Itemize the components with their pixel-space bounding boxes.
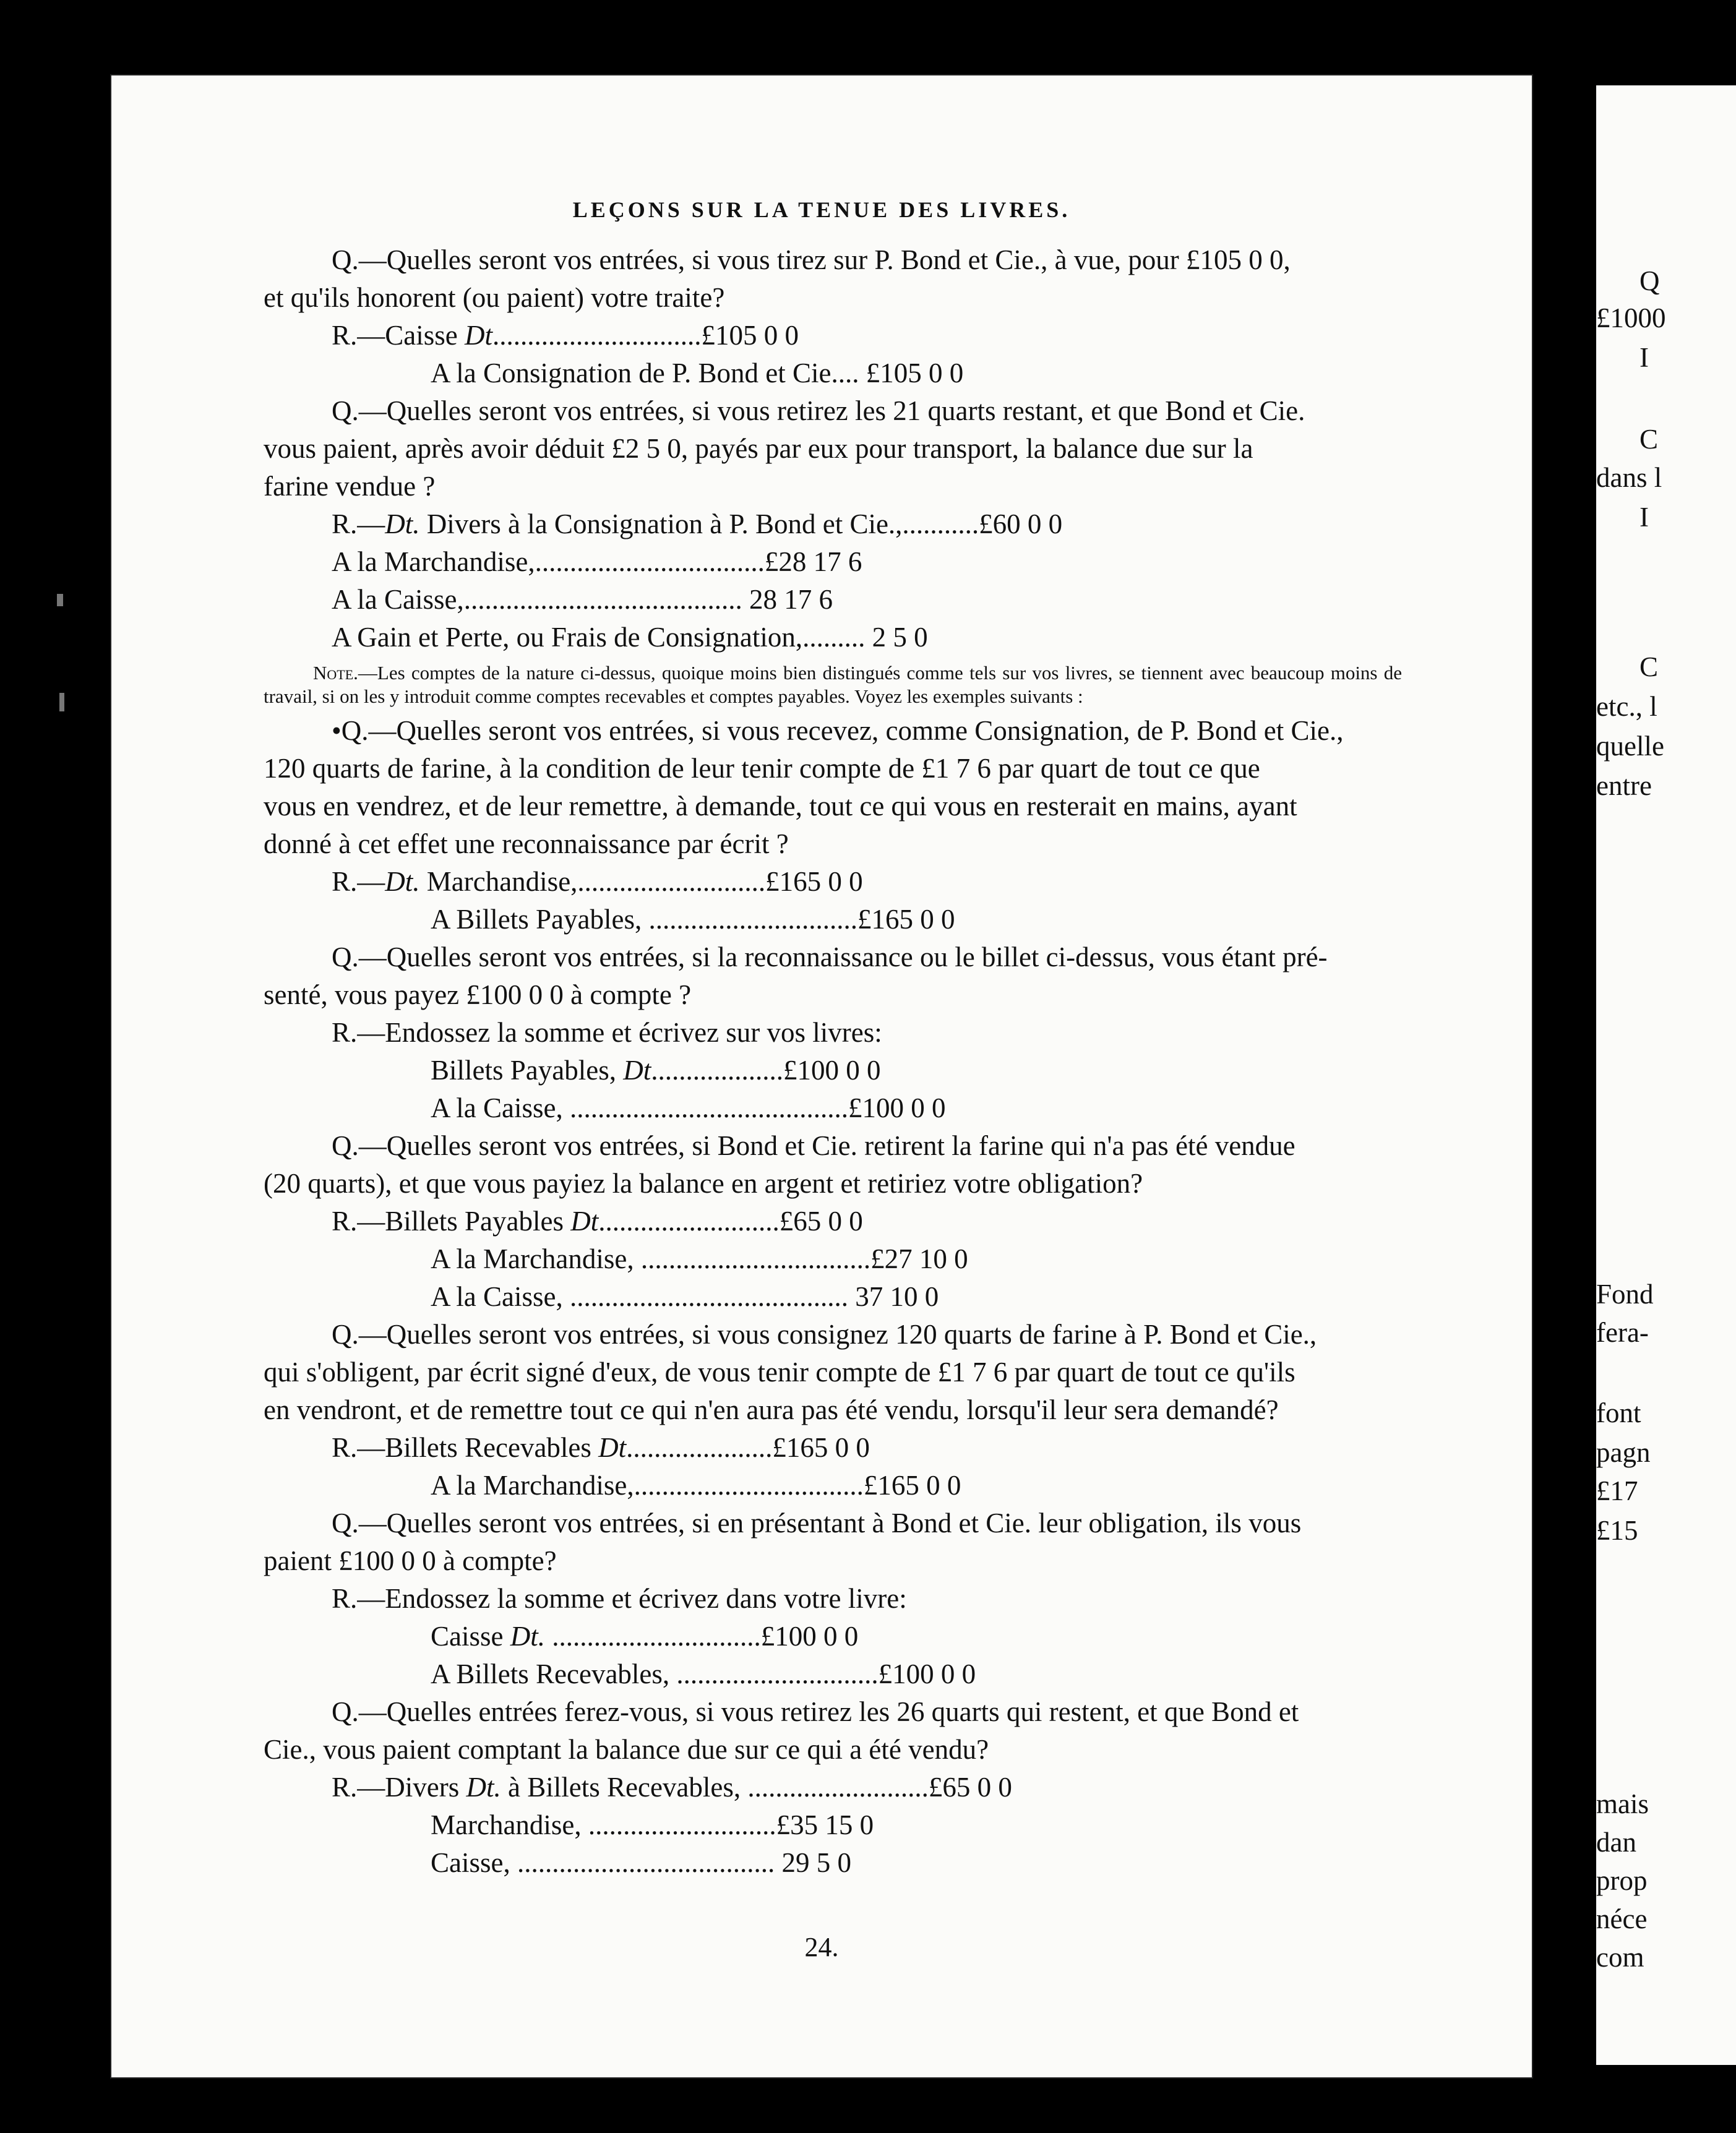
- question-line: Q.—Quelles entrées ferez-vous, si vous retirez les 26 quarts qui restent, et que Bond et: [332, 1696, 1299, 1727]
- facing-fragment: I: [1639, 502, 1649, 533]
- question-line: Q.—Quelles seront vos entrées, si en présentant à Bond et Cie. leur obligation, ils vous: [332, 1508, 1302, 1539]
- answer-line: A la Caisse,........................................ 28 17 6: [332, 584, 833, 615]
- facing-fragment: I: [1639, 342, 1649, 373]
- answer-line: R.—Billets Recevables Dt.....................£165 0 0: [332, 1432, 870, 1463]
- answer-line: A la Caisse, ........................................£100 0 0: [431, 1092, 946, 1123]
- answer-line: Billets Payables, Dt...................£100 0 0: [431, 1055, 881, 1086]
- question-line: •Q.—Quelles seront vos entrées, si vous recevez, comme Consignation, de P. Bond et Cie.,: [332, 715, 1344, 746]
- question-line: vous paient, après avoir déduit £2 5 0, payés par eux pour transport, la balance due sur la: [264, 433, 1253, 464]
- question-line: Q.—Quelles seront vos entrées, si vous consignez 120 quarts de farine à P. Bond et Cie.,: [332, 1319, 1317, 1350]
- facing-fragment: £1000: [1596, 303, 1666, 333]
- answer-line: R.—Endossez la somme et écrivez sur vos livres:: [332, 1017, 882, 1048]
- question-line: Q.—Quelles seront vos entrées, si vous tirez sur P. Bond et Cie., à vue, pour £105 0 0,: [332, 244, 1291, 275]
- answer-line: A Billets Recevables, .............................£100 0 0: [431, 1659, 976, 1689]
- facing-fragment: néce: [1596, 1903, 1648, 1934]
- question-line: paient £100 0 0 à compte?: [264, 1545, 557, 1576]
- question-line: et qu'ils honorent (ou paient) votre traite?: [264, 282, 725, 313]
- facing-fragment: etc., l: [1596, 691, 1657, 722]
- answer-line: Caisse, ..................................... 29 5 0: [431, 1847, 851, 1878]
- facing-fragment: dan: [1596, 1827, 1636, 1858]
- facing-fragment: C: [1639, 424, 1659, 455]
- answer-line: R.—Divers Dt. à Billets Recevables, ..........................£65 0 0: [332, 1772, 1012, 1803]
- facing-fragment: mais: [1596, 1788, 1649, 1819]
- facing-fragment: pagn: [1596, 1437, 1651, 1468]
- facing-fragment: £15: [1596, 1515, 1638, 1546]
- answer-line: A la Caisse, ........................................ 37 10 0: [431, 1281, 939, 1312]
- answer-line: A la Marchandise, .................................£27 10 0: [431, 1243, 968, 1274]
- question-line: donné à cet effet une reconnaissance par écrit ?: [264, 828, 789, 859]
- note-label: Note.: [313, 662, 358, 684]
- page-number: 24.: [804, 1932, 839, 1962]
- answer-line: Caisse Dt. ..............................£100 0 0: [431, 1621, 859, 1652]
- answer-line: R.—Billets Payables Dt..........................£65 0 0: [332, 1206, 863, 1237]
- facing-page: [1596, 85, 1736, 2065]
- scan-speck: [59, 693, 64, 711]
- question-line: qui s'obligent, par écrit signé d'eux, de vous tenir compte de £1 7 6 par quart de tout ce qu'ils: [264, 1357, 1296, 1388]
- running-title: LEÇONS SUR LA TENUE DES LIVRES.: [572, 197, 1071, 222]
- answer-line: Marchandise, ...........................£35 15 0: [431, 1809, 874, 1840]
- answer-line: A la Marchandise,.................................£28 17 6: [332, 546, 862, 577]
- answer-line: R.—Caisse Dt..............................£105 0 0: [332, 320, 799, 351]
- answer-line: A Billets Payables, ..............................£165 0 0: [431, 904, 955, 935]
- facing-fragment: Q: [1639, 265, 1660, 296]
- question-line: Q.—Quelles seront vos entrées, si vous retirez les 21 quarts restant, et que Bond et Cie.: [332, 395, 1305, 426]
- facing-fragment: entre: [1596, 770, 1652, 801]
- question-line: Cie., vous paient comptant la balance due sur ce qui a été vendu?: [264, 1734, 989, 1765]
- facing-fragment: dans l: [1596, 462, 1662, 493]
- answer-line: A Gain et Perte, ou Frais de Consignation,......... 2 5 0: [332, 622, 928, 653]
- note-paragraph: Note.—Les comptes de la nature ci-dessus, quoique moins bien distingués comme tels sur vos livres, se tiennent avec beaucoup moins de travail, si on les y introduit comme comptes recevables et comptes payables. Voyez les exemples suivants :: [264, 662, 1402, 707]
- facing-fragment: C: [1639, 651, 1659, 682]
- facing-fragment: £17: [1596, 1475, 1638, 1506]
- text-block: [264, 241, 1402, 1882]
- question-line: en vendront, et de remettre tout ce qui n'en aura pas été vendu, lorsqu'il leur sera demandé?: [264, 1394, 1279, 1425]
- question-line: Q.—Quelles seront vos entrées, si Bond et Cie. retirent la farine qui n'a pas été vendue: [332, 1130, 1296, 1161]
- question-line: senté, vous payez £100 0 0 à compte ?: [264, 979, 692, 1010]
- facing-fragment: prop: [1596, 1865, 1648, 1896]
- answer-line: A la Marchandise,.................................£165 0 0: [431, 1470, 961, 1501]
- question-line: (20 quarts), et que vous payiez la balance en argent et retiriez votre obligation?: [264, 1168, 1143, 1199]
- question-line: farine vendue ?: [264, 471, 436, 502]
- question-line: Q.—Quelles seront vos entrées, si la reconnaissance ou le billet ci-dessus, vous étant pré-: [332, 942, 1328, 972]
- answer-line: R.—Dt. Marchandise,...........................£165 0 0: [332, 866, 863, 897]
- question-line: vous en vendrez, et de leur remettre, à demande, tout ce qui vous en resterait en mains, ayant: [264, 791, 1297, 822]
- answer-line: A la Consignation de P. Bond et Cie.... £105 0 0: [431, 358, 964, 388]
- facing-fragment: font: [1596, 1397, 1641, 1428]
- facing-fragment: fera-: [1596, 1317, 1649, 1348]
- book-page: [110, 74, 1533, 2079]
- answer-line: R.—Endossez la somme et écrivez dans votre livre:: [332, 1583, 907, 1614]
- facing-fragment: Fond: [1596, 1279, 1654, 1310]
- scan-speck: [57, 594, 63, 606]
- question-line: 120 quarts de farine, à la condition de leur tenir compte de £1 7 6 par quart de tout ce que: [264, 753, 1260, 784]
- facing-fragment: quelle: [1596, 731, 1664, 762]
- answer-line: R.—Dt. Divers à la Consignation à P. Bond et Cie.,...........£60 0 0: [332, 509, 1063, 539]
- facing-fragment: com: [1596, 1942, 1644, 1973]
